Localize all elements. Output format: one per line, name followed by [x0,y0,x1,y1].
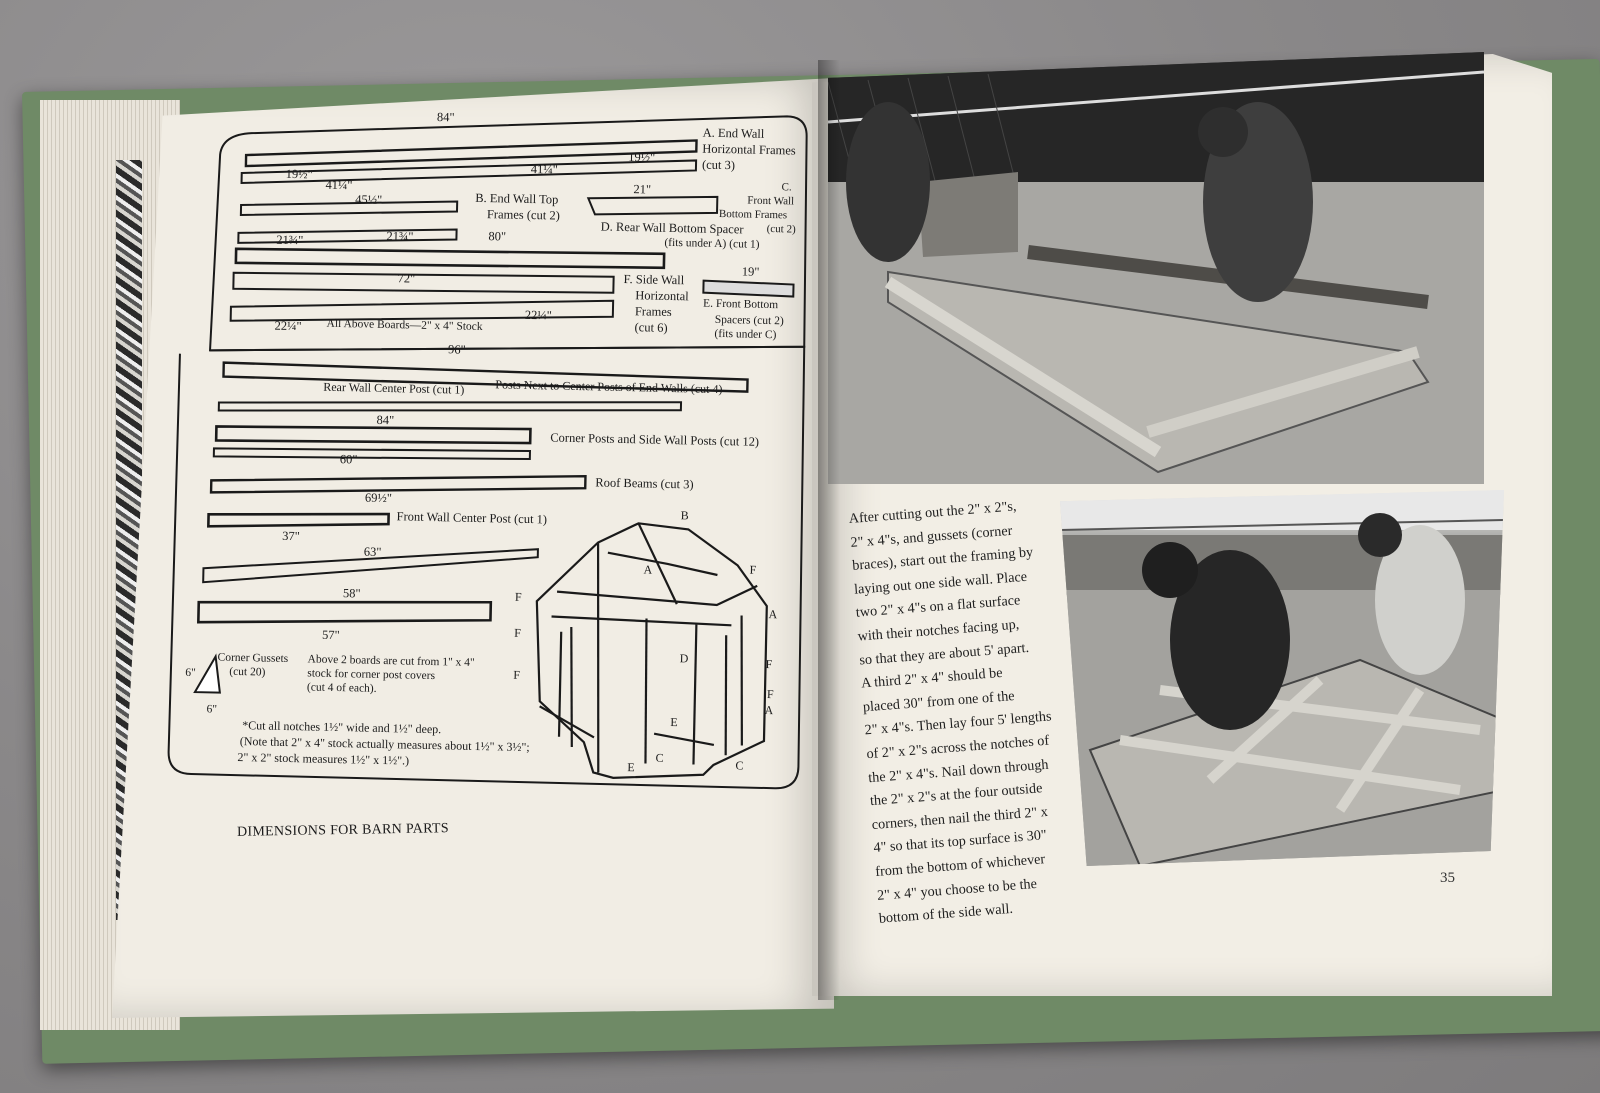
body-line: 2" x 4"s, and gussets (corner [849,522,1013,551]
label-c-line3: Bottom Frames [718,207,788,222]
dim-84-top: 84" [436,110,455,125]
body-line: from the bottom of whichever [874,851,1046,880]
label-a-line3: (cut 3) [701,157,736,173]
dim-72: 72" [397,271,416,286]
barn-part-letter: C [735,758,744,773]
dim-19-top: 19½" [628,150,656,165]
body-line: bottom of the side wall. [878,900,1014,927]
dim-63: 63" [363,544,382,559]
label-f-line2: Horizontal [635,288,689,304]
barn-part-letter: A [764,703,774,718]
body-line: of 2" x 2"s across the notches of [865,732,1050,763]
dim-6-horizontal: 6" [206,703,218,716]
label-e-line2: Spacers (cut 2) [714,313,784,328]
above-two-boards-2: stock for corner post covers [307,667,436,683]
dim-69: 69½" [364,490,393,506]
body-line: the 2" x 2"s at the four outside [869,780,1043,810]
dim-58: 58" [342,586,361,601]
instruction-text [848,492,1089,931]
body-line: After cutting out the 2" x 2"s, [848,498,1017,527]
dim-21-a: 21¾" [276,232,304,248]
label-e: E. Front Bottom [702,297,779,312]
dim-22-a: 22¼" [274,318,302,334]
body-line: so that they are about 5' apart. [858,639,1030,669]
photo-boys-measuring-boards [828,52,1484,484]
body-line: with their notches facing up, [857,616,1020,645]
barn-part-letter: F [514,625,522,640]
body-line: laying out one side wall. Place [853,568,1028,598]
diagram-caption: DIMENSIONS FOR BARN PARTS [236,821,450,840]
barn-part-letter: E [670,715,678,730]
notch-note-2: (Note that 2" x 4" stock actually measures about 1½" x 3½"; [239,734,530,755]
stock-note: All Above Boards—2" x 4" Stock [326,317,483,334]
label-a-line2: Horizontal Frames [702,141,796,158]
dim-45: 45½" [355,192,383,207]
label-f-line4: (cut 6) [634,320,668,335]
notch-note-1: *Cut all notches 1½" wide and 1½" deep. [242,718,442,737]
corner-gussets: Corner Gussets [217,651,289,666]
label-a: A. End Wall [702,125,765,141]
label-b: B. End Wall Top [475,190,559,207]
barn-part-letter: A [768,607,778,622]
roof-beams: Roof Beams (cut 3) [595,475,694,492]
dim-37: 37" [282,528,300,544]
dim-6-vertical: 6" [185,666,196,680]
barn-part-letter: F [765,657,773,672]
barn-part-letter: C [655,750,664,765]
dim-22-b: 22¼" [524,307,552,323]
barn-part-letter: F [766,687,774,702]
dim-57: 57" [321,627,340,643]
body-line: the 2" x 4"s. Nail down through [867,756,1050,786]
barn-part-letter: D [679,651,689,666]
dim-19-left: 19½" [285,166,313,182]
dim-96: 96" [447,342,466,357]
above-two-boards-3: (cut 4 of each). [306,681,377,695]
body-line: 2" x 4"s. Then lay four 5' lengths [864,708,1053,739]
label-c-line2: Front Wall [747,194,795,208]
corner-gussets-cut: (cut 20) [229,665,266,679]
barn-part-letter: F [514,589,522,604]
dim-19-e: 19" [741,264,760,279]
label-b-line2: Frames (cut 2) [486,207,560,223]
barn-part-letter: F [749,562,757,577]
dim-41-b: 41¼" [530,162,559,177]
dim-60: 60" [339,452,358,467]
barn-part-letter: E [627,760,635,775]
dim-21-b: 21¾" [386,228,414,244]
barn-part-letter: F [513,667,521,682]
dim-21: 21" [633,182,652,197]
label-c-line4: (cut 2) [766,222,796,236]
body-line: corners, then nail the third 2" x [871,803,1049,833]
label-f-line3: Frames [634,304,672,319]
label-d-line2: (fits under A) (cut 1) [664,236,760,251]
body-line: placed 30" from one of the [862,687,1016,716]
body-line: 2" x 4" you choose to be the [876,875,1038,904]
label-c: C. [781,181,792,194]
label-e-line3: (fits under C) [714,327,777,342]
barn-part-letter: A [643,562,653,577]
page-number: 35 [1440,870,1455,886]
body-line: A third 2" x 4" should be [860,665,1004,692]
body-line: braces), start out the framing by [851,544,1034,575]
dim-80: 80" [488,229,507,244]
posts-next-to-center: Posts Next to Center Posts of End Walls (cut 4) [495,377,723,397]
body-line: two 2" x 4"s on a flat surface [855,592,1021,622]
label-f: F. Side Wall [623,271,685,288]
label-d: D. Rear Wall Bottom Spacer [600,219,744,237]
above-two-boards: Above 2 boards are cut from 1" x 4" [307,653,475,669]
body-line: 4" so that its top surface is 30" [872,827,1048,857]
notch-note-3: 2" x 2" stock measures 1½" x 1½".) [237,749,410,768]
front-wall-center-post: Front Wall Center Post (cut 1) [396,509,548,527]
corner-posts: Corner Posts and Side Wall Posts (cut 12) [550,430,760,449]
book-gutter-shadow [818,60,840,1000]
rear-wall-center-post: Rear Wall Center Post (cut 1) [323,379,465,397]
barn-part-letter: B [680,508,689,523]
photo-boys-nailing-frame [1060,490,1504,866]
dim-84-bottom: 84" [376,412,395,428]
dim-41-a: 41¼" [325,177,353,193]
